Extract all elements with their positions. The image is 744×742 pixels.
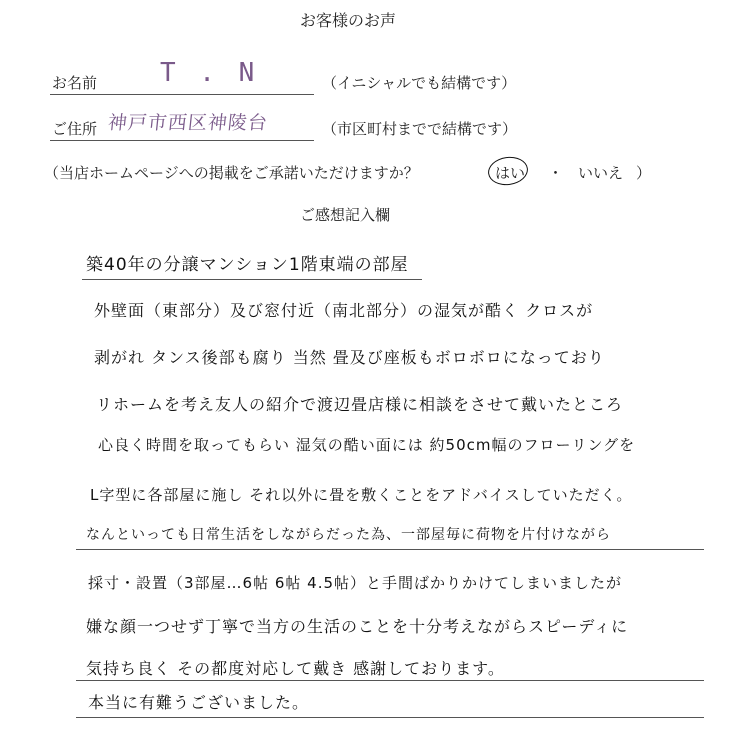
form-title: お客様のお声 <box>300 11 397 30</box>
address-value: 神戸市西区神陵台 <box>106 112 270 134</box>
name-value: T . N <box>160 58 259 88</box>
comment-rule <box>76 717 704 718</box>
comment-line: L字型に各部屋に施し それ以外に畳を敷くことをアドバイスしていただく。 <box>90 486 633 504</box>
comment-heading: ご感想記入欄 <box>300 206 391 224</box>
address-note: （市区町村までで結構です） <box>322 120 518 138</box>
comment-line: 剥がれ タンス後部も腐り 当然 畳及び座板もボロボロになっており <box>94 348 605 367</box>
comment-line: 心良く時間を取ってもらい 湿気の酷い面には 約50cm幅のフローリングを <box>98 436 636 454</box>
comment-line: 採寸・設置（3部屋…6帖 6帖 4.5帖）と手間ばかりかけてしまいましたが <box>88 574 623 592</box>
address-underline <box>50 140 314 141</box>
comment-line: 本当に有難うございました。 <box>88 693 310 712</box>
consent-question: （当店ホームページへの掲載をご承諾いただけますか？ <box>44 164 419 182</box>
comment-rule <box>76 680 704 681</box>
address-label: ご住所 <box>52 120 98 138</box>
comment-line: なんといっても日常生活をしながらだった為、一部屋毎に荷物を片付けながら <box>86 527 611 543</box>
consent-no: いいえ <box>578 164 624 182</box>
comment-line: 外壁面（東部分）及び窓付近（南北部分）の湿気が酷く クロスが <box>94 301 594 320</box>
consent-separator: ・ <box>548 164 564 182</box>
consent-close: ） <box>636 164 652 182</box>
comment-line: 気持ち良く その都度対応して戴き 感謝しております。 <box>86 659 505 678</box>
comment-rule <box>76 549 704 550</box>
comment-line: リホームを考え友人の紹介で渡辺畳店様に相談をさせて戴いたところ <box>96 395 624 414</box>
name-label: お名前 <box>52 74 98 92</box>
consent-yes: はい <box>495 164 526 182</box>
comment-line: 嫌な顔一つせず丁寧で当方の生活のことを十分考えながらスピーディに <box>86 617 629 636</box>
name-note: （イニシャルでも結構です） <box>322 74 517 92</box>
name-underline <box>50 94 314 95</box>
comment-rule <box>82 279 422 280</box>
comment-line: 築40年の分譲マンション1階東端の部屋 <box>86 255 409 275</box>
